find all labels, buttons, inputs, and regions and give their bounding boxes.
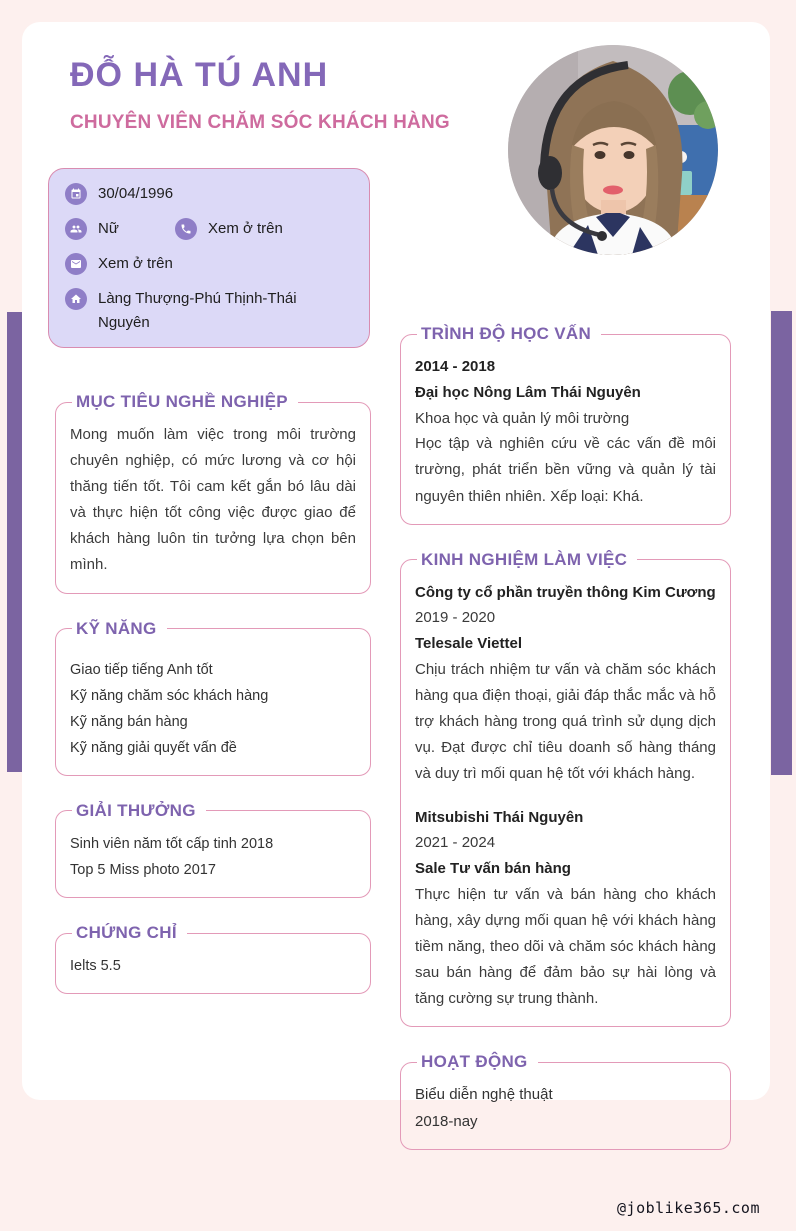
skill-item: Kỹ năng giải quyết vấn đề xyxy=(70,739,237,756)
experience-job xyxy=(415,805,716,1013)
section-education xyxy=(400,324,731,525)
job-company: Mitsubishi Thái Nguyên xyxy=(415,808,584,826)
job-desc: Chịu trách nhiệm tư vấn và chăm sóc khách hàng qua điện thoại, giải đáp thắc mắc và hỗ trợ khách hàng trong quá trình sử dụng dịch vụ. Đạt được chỉ tiêu doanh số hàng tháng và duy trì mối quan hệ tốt với khách hàng. xyxy=(415,661,716,783)
job-role: Sale Tư vấn bán hàng xyxy=(415,860,571,878)
objective-text: Mong muốn làm việc trong môi trường chuyên nghiệp, có mức lương và cơ hội thăng tiến tốt. Tôi cam kết gắn bó lâu dài và thực hiện tốt công việc được giao để khách hàng luôn tin tưởng lựa chọn bên mình. xyxy=(70,426,356,574)
job-period: 2019 - 2020 xyxy=(415,609,496,627)
contact-row-gender-phone xyxy=(65,217,353,241)
activity-name: Biểu diễn nghệ thuật xyxy=(415,1086,553,1104)
section-activities-title: HOẠT ĐỘNG xyxy=(421,1052,528,1072)
job-company: Công ty cổ phần truyền thông Kim Cương xyxy=(415,583,716,601)
contact-row-birthday xyxy=(65,182,353,206)
job-desc: Thực hiện tư vấn và bán hàng cho khách hàng, xây dựng mối quan hệ với khách hàng tiềm năng, theo dõi và chăm sóc khách hàng sau bán hàng để đảm bảo sự hài lòng và tăng cường sự trung thành. xyxy=(415,885,716,1008)
job-role: Telesale Viettel xyxy=(415,635,523,653)
experience-job xyxy=(415,580,716,788)
education-period: 2014 - 2018 xyxy=(415,358,496,375)
section-certificates xyxy=(55,923,371,994)
candidate-name: ĐỖ HÀ TÚ ANH xyxy=(70,56,329,94)
address-value: Làng Thượng-Phú Thịnh-Thái Nguyên xyxy=(98,290,297,331)
skill-item: Giao tiếp tiếng Anh tốt xyxy=(70,661,213,678)
education-major: Khoa học và quản lý môi trường xyxy=(415,409,630,427)
candidate-job-title: CHUYÊN VIÊN CHĂM SÓC KHÁCH HÀNG xyxy=(70,112,450,133)
home-icon xyxy=(65,288,87,310)
section-awards xyxy=(55,801,371,898)
profile-photo xyxy=(508,45,718,255)
job-period: 2021 - 2024 xyxy=(415,834,496,852)
left-column xyxy=(55,392,371,1019)
section-certificates-title: CHỨNG CHỈ xyxy=(76,923,177,943)
education-school: Đại học Nông Lâm Thái Nguyên xyxy=(415,383,641,401)
section-activities xyxy=(400,1052,731,1150)
activity-period: 2018-nay xyxy=(415,1112,478,1130)
education-desc: Học tập và nghiên cứu về các vấn đề môi trường, phát triển bền vững và quản lý tài nguyên thiên nhiên. Xếp loại: Khá. xyxy=(415,435,716,505)
phone-icon xyxy=(175,218,197,240)
phone-value: Xem ở trên xyxy=(208,220,283,237)
contact-info-box xyxy=(48,168,370,348)
section-awards-title: GIẢI THƯỞNG xyxy=(76,800,196,820)
award-item: Sinh viên năm tốt cấp tinh 2018 xyxy=(70,835,274,852)
skill-item: Kỹ năng chăm sóc khách hàng xyxy=(70,687,269,704)
contact-cell-phone xyxy=(175,217,283,241)
contact-row-email xyxy=(65,252,353,276)
email-icon xyxy=(65,253,87,275)
section-experience-title: KINH NGHIỆM LÀM VIỆC xyxy=(421,549,628,569)
right-column xyxy=(400,324,731,1175)
section-education-title: TRÌNH ĐỘ HỌC VẤN xyxy=(421,324,592,343)
award-item: Top 5 Miss photo 2017 xyxy=(70,862,216,879)
profile-photo-illustration xyxy=(508,45,718,255)
contact-row-address xyxy=(65,287,353,335)
gender-value: Nữ xyxy=(98,220,119,237)
skill-item: Kỹ năng bán hàng xyxy=(70,713,188,730)
section-experience xyxy=(400,550,731,1028)
email-value: Xem ở trên xyxy=(98,255,173,272)
watermark: @joblike365.com xyxy=(617,1199,760,1217)
contact-cell-gender xyxy=(65,217,175,241)
section-skills-title: KỸ NĂNG xyxy=(76,618,157,638)
section-objective xyxy=(55,392,371,594)
section-objective-title: MỤC TIÊU NGHỀ NGHIỆP xyxy=(76,392,288,411)
calendar-icon xyxy=(65,183,87,205)
right-accent-bar xyxy=(771,311,792,775)
birthday-value: 30/04/1996 xyxy=(98,185,174,202)
gender-icon xyxy=(65,218,87,240)
certificate-item: Ielts 5.5 xyxy=(70,958,121,975)
section-skills xyxy=(55,619,371,776)
